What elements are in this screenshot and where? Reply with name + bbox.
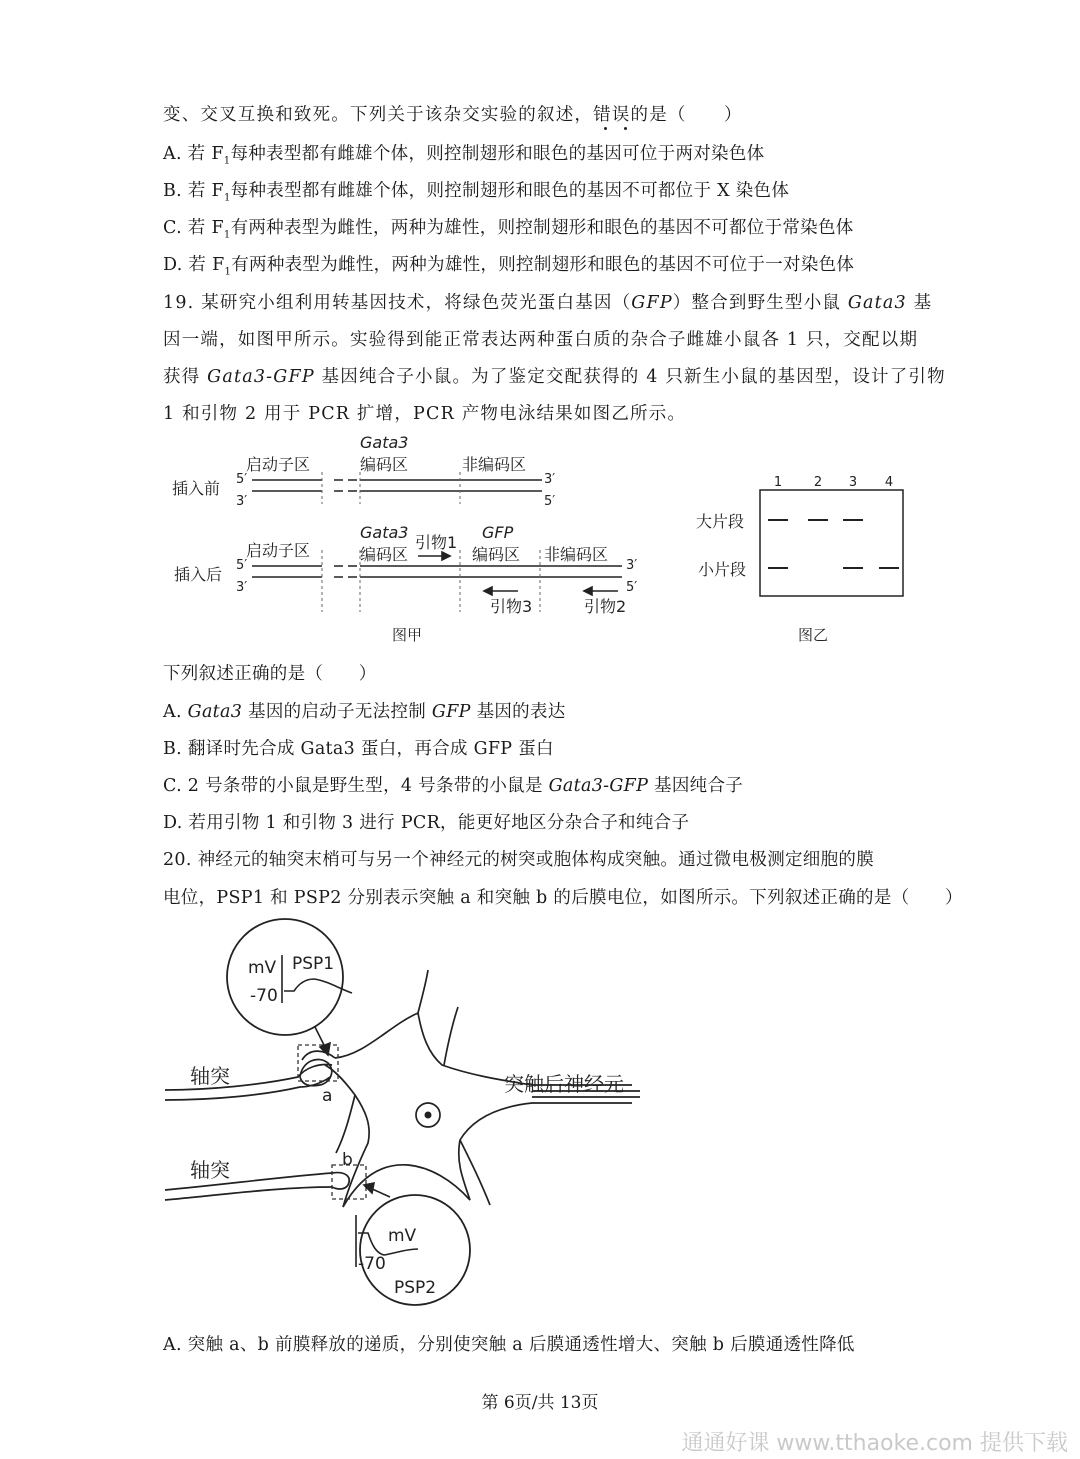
svg-text:3′: 3′: [236, 494, 248, 509]
label-gfp-coding: 编码区: [472, 545, 521, 564]
q19-question: 下列叙述正确的是（ ）: [163, 664, 377, 684]
q20-stem-line2: 电位，PSP1 和 PSP2 分别表示突触 a 和突触 b 的后膜电位，如图所示。下列叙述正确的是（ ）: [163, 888, 963, 908]
lane-label-4: 4: [884, 475, 894, 490]
q18-option-a: A. 若 $F_1$每种表型都有雌雄个体，则控制翅形和眼色的基因可位于两对染色体: [163, 144, 765, 167]
label-after: 插入后: [174, 565, 223, 584]
label-small-fragment: 小片段: [698, 560, 747, 579]
emphasis-dot: [604, 127, 607, 130]
label-gata3-after: Gata3: [360, 523, 409, 542]
svg-text:3′: 3′: [626, 558, 638, 573]
svg-text:3′: 3′: [236, 580, 248, 595]
inset2-psp2: PSP2: [394, 1278, 437, 1298]
label-a: a: [322, 1086, 333, 1106]
q20-stem-line1: 20. 神经元的轴突末梢可与另一个神经元的树突或胞体构成突触。通过微电极测定细胞的膜: [163, 850, 874, 870]
q19-stem-line2: 因一端，如图甲所示。实验得到能正常表达两种蛋白质的杂合子雌雄小鼠各 1 只，交配以期: [163, 330, 919, 350]
q18-option-b: B. 若 $F_1$每种表型都有雌雄个体，则控制翅形和眼色的基因不可都位于 X 染色体: [163, 181, 790, 204]
label-coding-before: 编码区: [360, 455, 409, 474]
label-primer2: 引物2: [584, 597, 627, 616]
label-coding-after: 编码区: [360, 545, 409, 564]
caption-yi: 图乙: [798, 626, 829, 644]
label-primer3: 引物3: [490, 597, 533, 616]
caption-jia: 图甲: [392, 626, 423, 644]
lane-label-3: 3: [848, 475, 858, 490]
label-before: 插入前: [172, 479, 221, 498]
label-b: b: [342, 1150, 353, 1170]
q19-option-a: A. Gata3 基因的启动子无法控制 GFP 基因的表达: [163, 702, 566, 722]
q19-stem-line3: 获得 Gata3-GFP 基因纯合子小鼠。为了鉴定交配获得的 4 只新生小鼠的基因型，设计了引物: [163, 367, 946, 387]
lane-label-1: 1: [773, 475, 783, 490]
inset1-v70: -70: [250, 986, 278, 1006]
label-large-fragment: 大片段: [696, 512, 745, 531]
label-gata3-before: Gata3: [360, 433, 409, 452]
label-noncoding-after: 非编码区: [544, 545, 609, 564]
q18-stem-end: 变、交叉互换和致死。下列关于该杂交实验的叙述，错误的是（ ）: [163, 105, 743, 125]
q19-option-b: B. 翻译时先合成 Gata3 蛋白，再合成 GFP 蛋白: [163, 739, 554, 759]
q18-option-c: C. 若 $F_1$有两种表型为雌性，两种为雄性，则控制翅形和眼色的基因不可都位于常染色体: [163, 218, 854, 241]
label-postsynaptic-neuron: 突触后神经元: [504, 1072, 624, 1096]
label-promoter-after: 启动子区: [246, 541, 311, 560]
inset1-mv: mV: [248, 958, 277, 978]
neuron-figure: [160, 915, 680, 1320]
figure-jia: [160, 432, 680, 650]
figure-yi: [690, 470, 920, 650]
inset2-v70: -70: [358, 1254, 386, 1274]
label-noncoding-before: 非编码区: [462, 455, 527, 474]
svg-text:5′: 5′: [236, 558, 248, 573]
svg-text:5′: 5′: [236, 472, 248, 487]
inset2-mv: mV: [388, 1226, 417, 1246]
lane-label-2: 2: [813, 475, 823, 490]
label-promoter-before: 启动子区: [246, 455, 311, 474]
q19-stem-line4: 1 和引物 2 用于 PCR 扩增，PCR 产物电泳结果如图乙所示。: [163, 404, 687, 424]
q19-stem-line1: 19. 某研究小组利用转基因技术，将绿色荧光蛋白基因（GFP）整合到野生型小鼠 Gata3 基: [163, 293, 933, 313]
q19-option-c: C. 2 号条带的小鼠是野生型，4 号条带的小鼠是 Gata3-GFP 基因纯合子: [163, 776, 744, 796]
svg-text:3′: 3′: [544, 472, 556, 487]
watermark: 通通好课 www.tthaoke.com 提供下载: [681, 1431, 1068, 1456]
label-primer1: 引物1: [415, 533, 458, 552]
q19-option-d: D. 若用引物 1 和引物 3 进行 PCR，能更好地区分杂合子和纯合子: [163, 813, 690, 833]
label-axon-a: 轴突: [190, 1064, 230, 1088]
svg-text:5′: 5′: [626, 580, 638, 595]
emphasis-dot: [624, 127, 627, 130]
page-footer: 第 6页/共 13页: [481, 1393, 599, 1413]
q18-option-d: D. 若 $F_1$有两种表型为雌性，两种为雄性，则控制翅形和眼色的基因不可位于一对染色体: [163, 255, 855, 278]
label-gfp: GFP: [482, 523, 514, 542]
label-axon-b: 轴突: [190, 1158, 230, 1182]
q20-option-a: A. 突触 a、b 前膜释放的递质，分别使突触 a 后膜通透性增大、突触 b 后膜通透性降低: [163, 1335, 855, 1355]
svg-text:5′: 5′: [544, 494, 556, 509]
inset1-psp1: PSP1: [292, 954, 335, 974]
gel-frame: [760, 490, 903, 596]
